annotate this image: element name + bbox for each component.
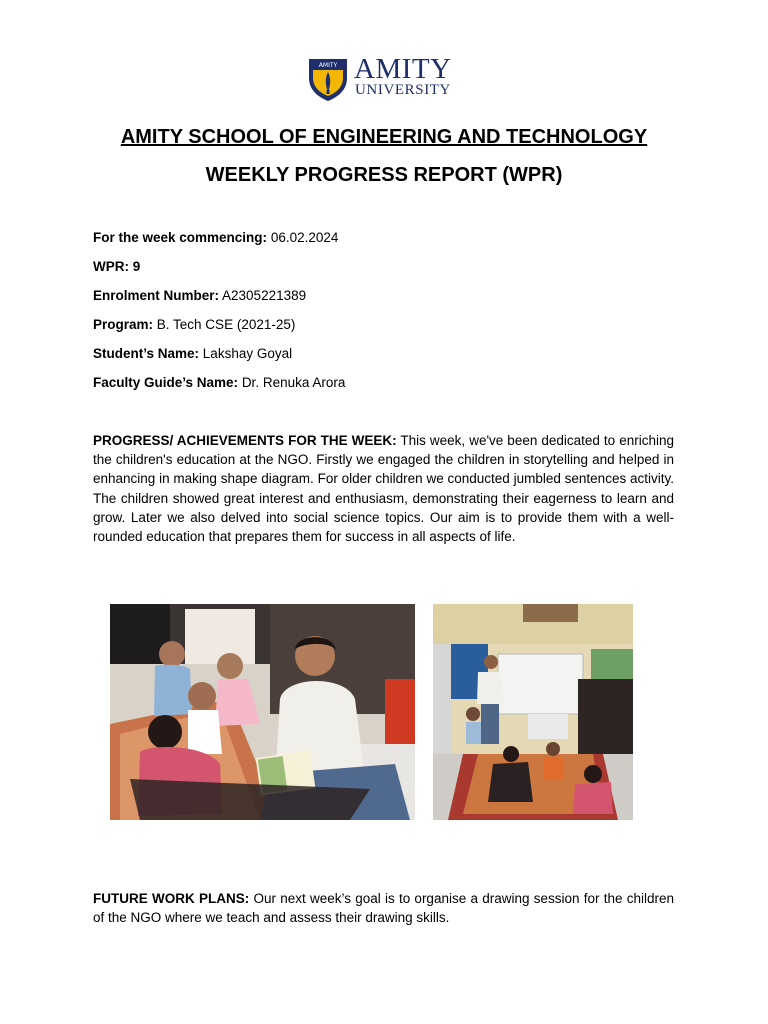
wpr-label: WPR: 9 [93, 259, 141, 274]
student-label: Student’s Name: [93, 346, 200, 361]
program-line [93, 316, 295, 334]
week-line [93, 229, 338, 247]
program-value: B. Tech CSE (2021-25) [156, 317, 296, 332]
storytelling-photo-icon [110, 604, 415, 820]
school-title: AMITY SCHOOL OF ENGINEERING AND TECHNOLOGY [120, 126, 648, 148]
report-title: WEEKLY PROGRESS REPORT (WPR) [205, 164, 563, 186]
enrolment-label: Enrolment Number: [93, 288, 220, 303]
week-label: For the week commencing: [93, 230, 268, 245]
amity-crest-icon [305, 56, 351, 102]
student-line [93, 345, 292, 363]
logo-subtitle: UNIVERSITY [355, 82, 451, 98]
progress-section [93, 431, 674, 546]
enrolment-line [93, 287, 306, 305]
future-section [93, 889, 674, 927]
amity-logo [305, 53, 465, 102]
classroom-photo-icon [433, 604, 633, 820]
week-value: 06.02.2024 [270, 230, 339, 245]
enrolment-value: A2305221389 [222, 288, 307, 303]
guide-value: Dr. Renuka Arora [241, 375, 346, 390]
progress-text: This week, we've been dedicated to enriching the children's education at the NGO. Firstly we engaged the children in storytelling and helped in enhancing in making shape diagram. For older children we conducted jumbled sentences activity. The children showed great interest and enthusiasm, demonstrating their eagerness to learn and grow. Later we also delved into social science topics. Our aim is to provide them with a well-rounded education that prepares them for success in all aspects of life. [93, 433, 674, 545]
future-label: FUTURE WORK PLANS: [93, 891, 250, 906]
program-label: Program: [93, 317, 154, 332]
guide-line [93, 374, 345, 392]
future-text: Our next week’s goal is to organise a drawing session for the children of the NGO where we teach and assess their drawing skills. [93, 891, 674, 926]
svg-text:AMITY: AMITY [318, 62, 338, 69]
guide-label: Faculty Guide’s Name: [93, 375, 239, 390]
logo-wordmark: AMITY [354, 53, 452, 85]
storytelling-photo [110, 604, 415, 820]
student-value: Lakshay Goyal [202, 346, 293, 361]
classroom-photo [433, 604, 633, 820]
progress-label: PROGRESS/ ACHIEVEMENTS FOR THE WEEK: [93, 433, 397, 448]
wpr-line [93, 258, 140, 276]
